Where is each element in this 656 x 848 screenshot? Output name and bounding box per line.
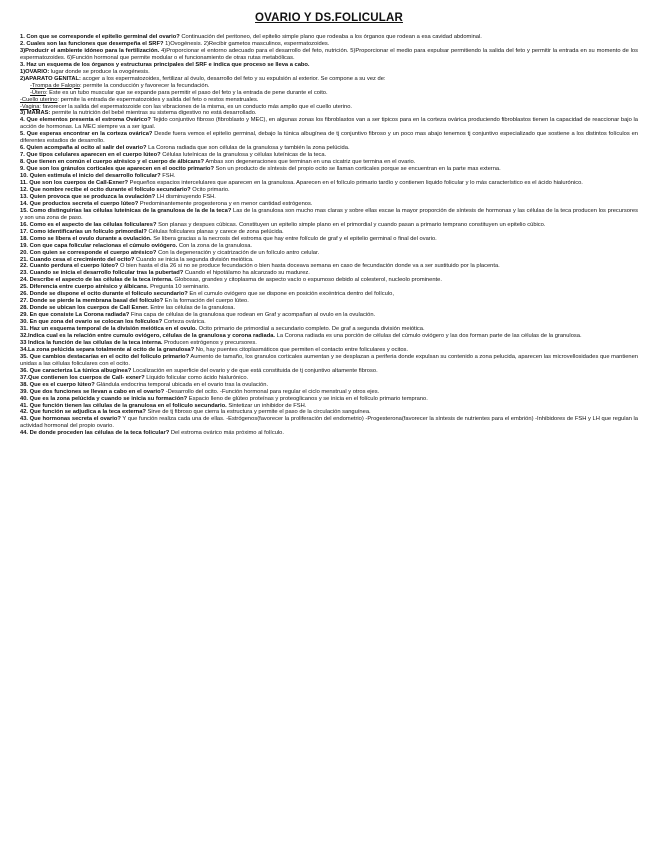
question-text: 24. Describe el aspecto de las células de la teca interna. bbox=[20, 277, 173, 284]
answer-text: Entre las células de la granulosa. bbox=[150, 305, 236, 312]
answer-text: FSH. bbox=[162, 173, 176, 180]
question-text: 36. Que caracteriza La túnica albugínea? bbox=[20, 367, 132, 374]
question-text: 33 Indica la función de las células de la teca interna. bbox=[20, 339, 163, 346]
question-text: 17. Como identificarías un folículo primordial? bbox=[20, 228, 147, 235]
question-text: 13. Quien provoca que se produzca la ovulación? bbox=[20, 193, 156, 200]
answer-text: Cuando se inicia la segunda división meiótica. bbox=[136, 256, 254, 263]
answer-text: LH disminuyendo FSH. bbox=[156, 193, 216, 200]
question-text: 12. Que nombre recibe el ocito durante el folículo secundario? bbox=[20, 186, 191, 193]
answer-text: : Este es un tubo muscular que se expande para permitir el paso del feto y la entrada de pene durante el coito. bbox=[45, 89, 328, 96]
qa-paragraph bbox=[20, 263, 638, 270]
answer-text: Ambas son degeneraciones que terminan en una cicatriz que termina en el ovario. bbox=[205, 159, 416, 166]
qa-paragraph bbox=[20, 180, 638, 187]
qa-paragraph bbox=[20, 243, 638, 250]
qa-paragraph bbox=[20, 326, 638, 333]
answer-text: Con la zona de la granulosa. bbox=[178, 242, 253, 249]
qa-paragraph bbox=[20, 277, 638, 284]
qa-paragraph bbox=[20, 291, 638, 298]
answer-text: Aumento de tamaño, los granulos corticales aumentan y se desplazan a periferia donde expulsan su contenido a zona pelucida, aparecen las microvellosidades que mantienen unidas a las células foliculares con el ocito. bbox=[20, 353, 639, 367]
qa-paragraph bbox=[20, 236, 638, 243]
answer-text: Espacio lleno de glúteo proteínas y proteoglicanos y se inicia en el folículo primario temprano. bbox=[188, 395, 428, 402]
answer-text: Son planas y despues cúbicas. Constituyen un epitelio simple plano en el primordial y cuando pasan a primario temprano constituyen un epitelio cúbico. bbox=[158, 221, 546, 228]
answer-text: Ocito primario. bbox=[192, 186, 230, 193]
answer-text: permite la nutrición del bebé mientras su sistema digestivo no está desarrollado. bbox=[51, 110, 257, 117]
question-text: 3) MAMAS: bbox=[20, 110, 51, 117]
answer-text: Globosas, grandes y citoplasma de aspecto vacío o espumoso debido al colesterol, nucleolo prominente. bbox=[174, 277, 442, 284]
question-text: 10. Quien estimula el inicio del desarrollo folicular? bbox=[20, 173, 161, 180]
answer-text: -Desarrollo del ocito. -Función hormonal para regular el ciclo menstrual y otros ejes. bbox=[165, 388, 380, 395]
qa-paragraph bbox=[20, 354, 638, 368]
question-text: 43. Que hormonas secreta el ovario? bbox=[20, 416, 121, 423]
qa-paragraph bbox=[20, 340, 638, 347]
qa-paragraph bbox=[20, 305, 638, 312]
question-text: 11. Que son los cuerpos de Call-Exner? bbox=[20, 180, 129, 187]
qa-paragraph bbox=[20, 229, 638, 236]
question-text: 20. Con quien se corresponde el cuerpo atrésico? bbox=[20, 249, 157, 256]
answer-text: 4)Proporcionar el entorno adecuado para el desarrollo del feto, nutrición. 5)Proporcionar el medio para expulsar permitiendo la salida del feto y permitir la entrada en su momento de los espermatozoides. 6)Función hormonal que permite modular o el funcionamiento de otras rutas metabólicas. bbox=[20, 47, 638, 61]
answer-text: Y que función realiza cada una de ellas. -Estrógenos(favorecer la proliferación del endometrio) -Progesterona(favorecer la síntesis de nutrientes para el embrión) -Inhibidores de FSH y LH que regulan la actividad hormonal del propio ovario. bbox=[20, 416, 639, 430]
question-text: 41. Que función tienen las células de la granulosa en el folículo secundario. bbox=[20, 402, 227, 409]
qa-paragraph bbox=[20, 389, 638, 396]
qa-paragraph bbox=[20, 312, 638, 319]
question-text: 40. Que es la zona pelúcida y cuando se inicia su formación? bbox=[20, 395, 188, 402]
answer-text: En la formación del cuerpo lúteo. bbox=[164, 298, 249, 305]
answer-text: lugar donde se produce la ovogénesis. bbox=[50, 68, 150, 75]
question-text: 2. Cuales son las funciones que desempeña el SRF? bbox=[20, 40, 164, 47]
qa-paragraph bbox=[20, 83, 638, 90]
qa-paragraph bbox=[20, 131, 638, 145]
question-text: 23. Cuando se inicia el desarrollo folicular tras la pubertad? bbox=[20, 270, 184, 277]
answer-text: Pregunta 10 seminario. bbox=[150, 284, 210, 291]
question-text: 31. Haz un esquema temporal de la división meiótica en el ovulo. bbox=[20, 326, 198, 333]
answer-text: Con la degeneración y cicatrización de un folículo antro celular. bbox=[158, 249, 320, 256]
qa-paragraph bbox=[20, 97, 638, 104]
answer-text: Tejido conjuntivo fibroso (fibroblasto y MEC), en algunas zonas los fibroblastos van a ser tipicos para en la corteza ovárica produciendo fibroblastos tienen la capacidad de reaccionar bajo la acción de hormonas. La MEC siempre va a ser igual. bbox=[20, 117, 638, 131]
question-text: 8. Que tienen en común el cuerpo atrésico y el cuerpo de álbicans? bbox=[20, 159, 205, 166]
qa-paragraph bbox=[20, 48, 638, 62]
qa-paragraph bbox=[20, 159, 638, 166]
answer-text: Ocito primario de primordial a secundario completo. De graf a segunda división meiótica. bbox=[198, 326, 425, 333]
answer-text: acoger a los espermatozoides, fertilizar al óvulo, desarrollo del feto y su expulsión al exterior. Se compone a su vez de: bbox=[82, 75, 386, 82]
qa-paragraph bbox=[20, 110, 638, 117]
answer-text: : permite la conducción y favorecer la fecundación. bbox=[79, 82, 210, 89]
qa-paragraph bbox=[20, 284, 638, 291]
question-text: 1. Con que se corresponde el epitelio germinal del ovario? bbox=[20, 34, 180, 40]
question-text: 38. Que es el cuerpo lúteo? bbox=[20, 381, 95, 388]
term-text: -Útero bbox=[30, 89, 46, 96]
answer-text: Predominantemente progesterona y en menor cantidad estrógenos. bbox=[139, 200, 313, 207]
question-text: 18. Como se libera el ovulo durante a ovulación. bbox=[20, 235, 152, 242]
question-text: 5. Que esperas encontrar en la corteza ovárica? bbox=[20, 131, 153, 138]
question-text: 15. Como distinguirías las células luteínicas de la granulosa de la de la teca? bbox=[20, 207, 232, 214]
question-text: 7. Que tipos celulares aparecen en el cuerpo lúteo? bbox=[20, 152, 161, 159]
qa-paragraph bbox=[20, 166, 638, 173]
question-text: 25. Diferencia entre cuerpo atrésico y álbicans. bbox=[20, 284, 149, 291]
answer-text: Liquido folicular como ácido hialurónico. bbox=[146, 374, 249, 381]
qa-paragraph bbox=[20, 409, 638, 416]
answer-text: Son un producto de síntesis del propio ocito se llaman corticales porque se encuentran en la parte mas externa. bbox=[215, 166, 501, 173]
qa-paragraph bbox=[20, 319, 638, 326]
qa-paragraph bbox=[20, 34, 638, 41]
answer-text: Del estroma ovárico más próximo al folículo. bbox=[170, 430, 284, 437]
question-text: 30. En que zona del ovario se colocan los folículos? bbox=[20, 319, 163, 326]
term-text: -Cuello uterino bbox=[20, 96, 58, 103]
answer-text: Corteza ovárica. bbox=[163, 319, 206, 326]
question-text: 39. Que dos funciones se llevan a cabo en el ovario? bbox=[20, 388, 165, 395]
document-page bbox=[20, 12, 638, 437]
question-text: 3. Haz un esquema de los órganos y estructuras principales del SRF e indica que proceso se lleva a cabo. bbox=[20, 61, 310, 68]
qa-paragraph bbox=[20, 270, 638, 277]
answer-text: Se libera gracias a la necrosis del estroma que hay entre folículo de graf y el epitelio germinal o final del ovario. bbox=[153, 235, 437, 242]
qa-paragraph bbox=[20, 145, 638, 152]
question-text: 22. Cuanto perdura el cuerpo lúteo? bbox=[20, 263, 119, 270]
question-text: 14. Que productos secreta el cuerpo lúteo? bbox=[20, 200, 139, 207]
qa-paragraph bbox=[20, 76, 638, 83]
qa-paragraph bbox=[20, 250, 638, 257]
question-text: 35. Que cambios destacarías en el ocito del folículo primario? bbox=[20, 353, 190, 360]
qa-paragraph bbox=[20, 194, 638, 201]
qa-paragraph bbox=[20, 375, 638, 382]
qa-paragraph bbox=[20, 396, 638, 403]
page-title: OVARIO Y DS.FOLICULAR bbox=[255, 12, 403, 24]
answer-text: O bien hasta el día 26 si no se produce fecundación o bien hasta doceava semana en caso de fecundación donde va a ser sustituido por la placenta. bbox=[120, 263, 500, 270]
question-text: 34.La zona pelúcida separa totalmente al ocito de la granulosa? bbox=[20, 346, 195, 353]
answer-text: En el cumulo oviógero que se dispone en posición excéntrica dentro del folículo, bbox=[189, 291, 394, 298]
qa-paragraph bbox=[20, 430, 638, 437]
qa-paragraph bbox=[20, 69, 638, 76]
qa-paragraph bbox=[20, 62, 638, 69]
qa-paragraph bbox=[20, 117, 638, 131]
answer-text: La Corona radiada es una porción de células del cúmulo oviógero y las dos forman parte de las células de la granulosa. bbox=[276, 332, 582, 339]
qa-paragraph bbox=[20, 298, 638, 305]
question-text: 26. Donde se dispone el ocito durante el folículo secundario? bbox=[20, 291, 188, 298]
document-body bbox=[20, 34, 638, 437]
qa-paragraph bbox=[20, 222, 638, 229]
qa-paragraph bbox=[20, 208, 638, 222]
answer-text: Células luteínicas de la granulosa y células luteínicas de la teca. bbox=[162, 152, 327, 159]
question-text: 4. Que elementos presenta el estroma Ovárico? bbox=[20, 117, 151, 124]
question-text: 1)OVARIO: bbox=[20, 68, 50, 75]
qa-paragraph bbox=[20, 173, 638, 180]
answer-text: Sirve de tj fibroso que cierra la estructura y permite el paso de la circulación sanguínea. bbox=[147, 409, 371, 416]
question-text: 16. Como es el aspecto de las células foliculares? bbox=[20, 221, 157, 228]
answer-text: Localización en superficie del ovario y de que está constituida de tj conjuntivo altamente fibroso. bbox=[132, 367, 378, 374]
qa-paragraph bbox=[20, 187, 638, 194]
answer-text: Cuando el hipotálamo ha alcanzado su madurez. bbox=[184, 270, 310, 277]
qa-paragraph bbox=[20, 90, 638, 97]
question-text: 3)Producir el ambiente idóneo para la fertilización. bbox=[20, 47, 160, 54]
question-text: 9. Que son los gránulos corticales que aparecen en el oocito primario? bbox=[20, 166, 214, 173]
qa-paragraph bbox=[20, 382, 638, 389]
term-text: -Vagina bbox=[20, 103, 40, 110]
question-text: 44. De donde proceden las células de la teca folicular? bbox=[20, 430, 170, 437]
question-text: 21. Cuando cesa el crecimiento del ocito? bbox=[20, 256, 135, 263]
answer-text: : favorecer la salida del espermatozoide con las vibraciones de la misma, es un conducto más amplio que el cuello uterino. bbox=[39, 103, 352, 110]
answer-text: : permite la entrada de espermatozoides y salida del feto o restos menstruales. bbox=[57, 96, 259, 103]
question-text: 29. En que consiste La Corona radiada? bbox=[20, 312, 130, 319]
qa-paragraph bbox=[20, 104, 638, 111]
answer-text: No, hay puentes citoplasmáticos que permiten el contacto entre foliculares y ocitos. bbox=[195, 346, 408, 353]
question-text: 28. Donde se ubican los cuerpos de Call Exner. bbox=[20, 305, 149, 312]
qa-paragraph bbox=[20, 368, 638, 375]
qa-paragraph bbox=[20, 333, 638, 340]
answer-text: Continuación del peritoneo, del epitelio simple plano que rodeaba a los órganos que rodean a esa cavidad abdominal. bbox=[181, 34, 482, 40]
answer-text: Desde fuera vemos el epitelio germinal, debajo la túnica albugínea de tj conjuntivo fibroso y un poco mas abajo tenemos tj conjuntivo especializado que sostiene a los distintos folículos en diferentes estadios de desarrollo. bbox=[20, 131, 638, 145]
question-text: 42. Que función se adjudica a la teca externa? bbox=[20, 409, 146, 416]
qa-paragraph bbox=[20, 347, 638, 354]
question-text: 32.Indica cual es la relación entre cumulo oviógero, células de la granulosa y corona radiada. bbox=[20, 332, 276, 339]
qa-paragraph bbox=[20, 152, 638, 159]
term-text: -Trompa de Falopio bbox=[30, 82, 80, 89]
answer-text: Células foliculares planas y carece de zona pelúcida. bbox=[148, 228, 284, 235]
qa-paragraph bbox=[20, 201, 638, 208]
qa-paragraph bbox=[20, 416, 638, 430]
question-text: 2)APARATO GENITAL: bbox=[20, 75, 81, 82]
question-text: 27. Donde se pierde la membrana basal del folículo? bbox=[20, 298, 164, 305]
qa-paragraph bbox=[20, 257, 638, 264]
answer-text: Producen estrógenos y precursores. bbox=[164, 339, 257, 346]
answer-text: Las de la granulosa son mucho mas claras y sobre ellas escae la mayor proporción de síntesis de hormonas y las células de la teca producen los precursores y son una zona de paso. bbox=[20, 207, 638, 221]
answer-text: Pequeños espacios intercelulares que aparecen en la granulosa. Aparecen en el folículo primario tardío y contienen liquido folicular y lo más característico es el ácido hialurónico. bbox=[129, 180, 583, 187]
answer-text: La Corona radiada que son células de la granulosa y también la zona pelúcida. bbox=[148, 145, 350, 152]
answer-text: Fina capa de células de la granulosa que rodean en Graf y acompañan al ovulo en la ovulación. bbox=[130, 312, 376, 319]
answer-text: Sintetizar un inhibidor de FSH. bbox=[228, 402, 307, 409]
question-text: 37.Que contienen los cuerpos de Call- exner? bbox=[20, 374, 145, 381]
question-text: 6. Quien acompaña al ocito al salir del ovario? bbox=[20, 145, 147, 152]
qa-paragraph bbox=[20, 403, 638, 410]
answer-text: Glándula endocrina temporal ubicada en el ovario tras la ovulación. bbox=[96, 381, 269, 388]
answer-text: 1)Ovogénesis. 2)Recibir gametos masculinos, espermatozoides. bbox=[165, 40, 330, 47]
qa-paragraph bbox=[20, 41, 638, 48]
question-text: 19. Con que capa folicular relacionas el cúmulo oviógero. bbox=[20, 242, 178, 249]
